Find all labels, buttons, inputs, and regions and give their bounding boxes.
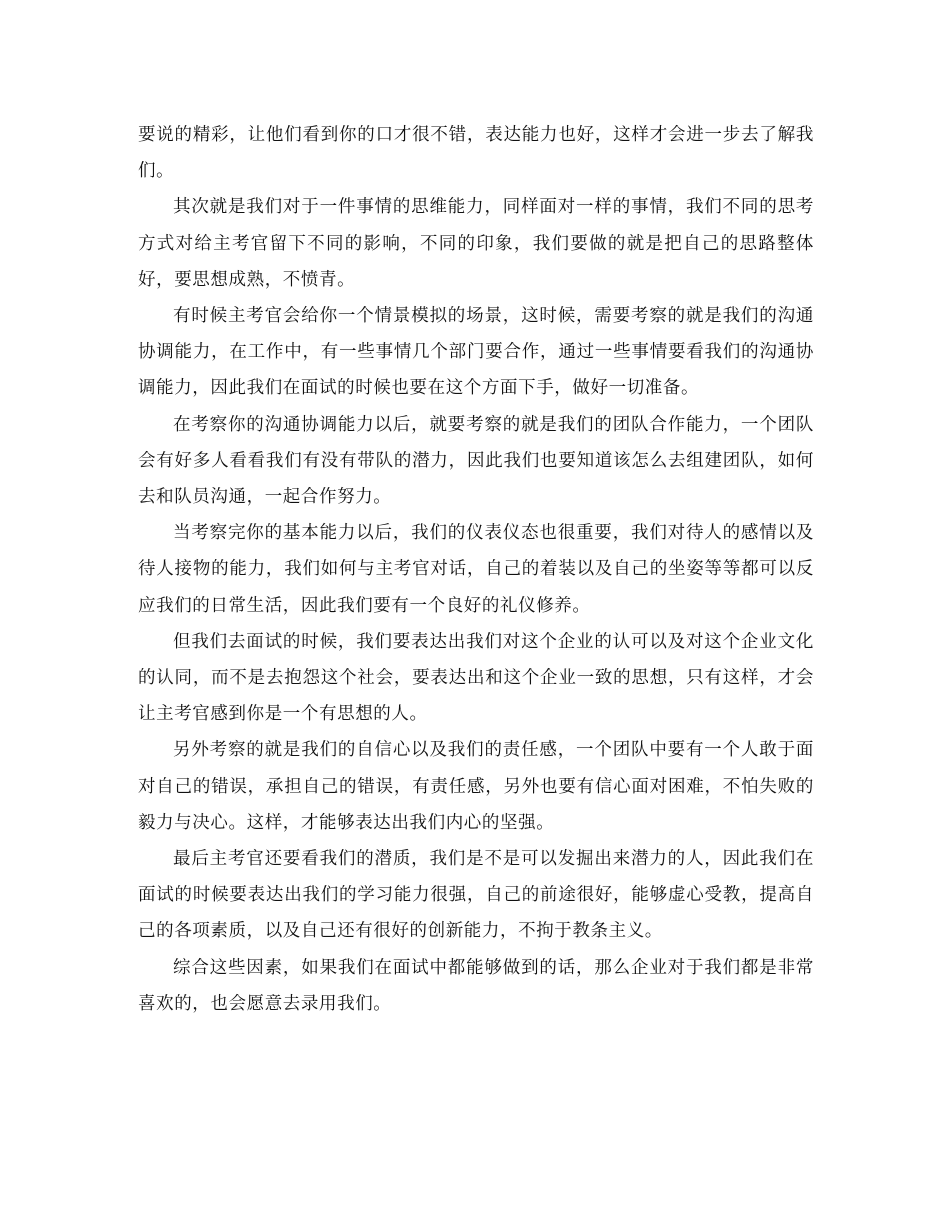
paragraph-thinking-ability: 其次就是我们对于一件事情的思维能力，同样面对一样的事情，我们不同的思考方式对给主考官留下不同的影响，不同的印象，我们要做的就是把自己的思路整体好，要思想成熟，不愤青。: [138, 197, 814, 290]
paragraph-responsibility: 另外考察的就是我们的自信心以及我们的责任感，一个团队中要有一个人敢于面对自己的错误，承担自己的错误，有责任感，另外也要有信心面对困难，不怕失败的毅力与决心。这样，才能够表达出我们内心的坚强。: [138, 740, 814, 833]
document-body: [138, 117, 814, 1022]
paragraph-continued: 要说的精彩，让他们看到你的口才很不错，表达能力也好，这样才会进一步去了解我们。: [138, 125, 814, 182]
paragraph-company-culture: 但我们去面试的时候，我们要表达出我们对这个企业的认可以及对这个企业文化的认同，而不是去抱怨这个社会，要表达出和这个企业一致的思想，只有这样，才会让主考官感到你是一个有思想的人。: [138, 631, 814, 725]
paragraph-conclusion: 综合这些因素，如果我们在面试中都能够做到的话，那么企业对于我们都是非常喜欢的，也会愿意去录用我们。: [138, 957, 814, 1014]
paragraph-teamwork: 在考察你的沟通协调能力以后，就要考察的就是我们的团队合作能力，一个团队会有好多人看看我们有没有带队的潜力，因此我们也要知道该怎么去组建团队，如何去和队员沟通，一起合作努力。: [138, 414, 814, 508]
paragraph-potential: 最后主考官还要看我们的潜质，我们是不是可以发掘出来潜力的人，因此我们在面试的时候要表达出我们的学习能力很强，自己的前途很好，能够虚心受教，提高自己的各项素质，以及自己还有很好的创新能力，不拘于教条主义。: [138, 849, 814, 942]
paragraph-communication: 有时候主考官会给你一个情景模拟的场景，这时候，需要考察的就是我们的沟通协调能力，在工作中，有一些事情几个部门要合作，通过一些事情要看我们的沟通协调能力，因此我们在面试的时候也要在这个方面下手，做好一切准备。: [138, 306, 814, 399]
paragraph-etiquette: 当考察完你的基本能力以后，我们的仪表仪态也很重要，我们对待人的感情以及待人接物的能力，我们如何与主考官对话，自己的着装以及自己的坐姿等等都可以反应我们的日常生活，因此我们要有一个良好的礼仪修养。: [138, 523, 814, 616]
